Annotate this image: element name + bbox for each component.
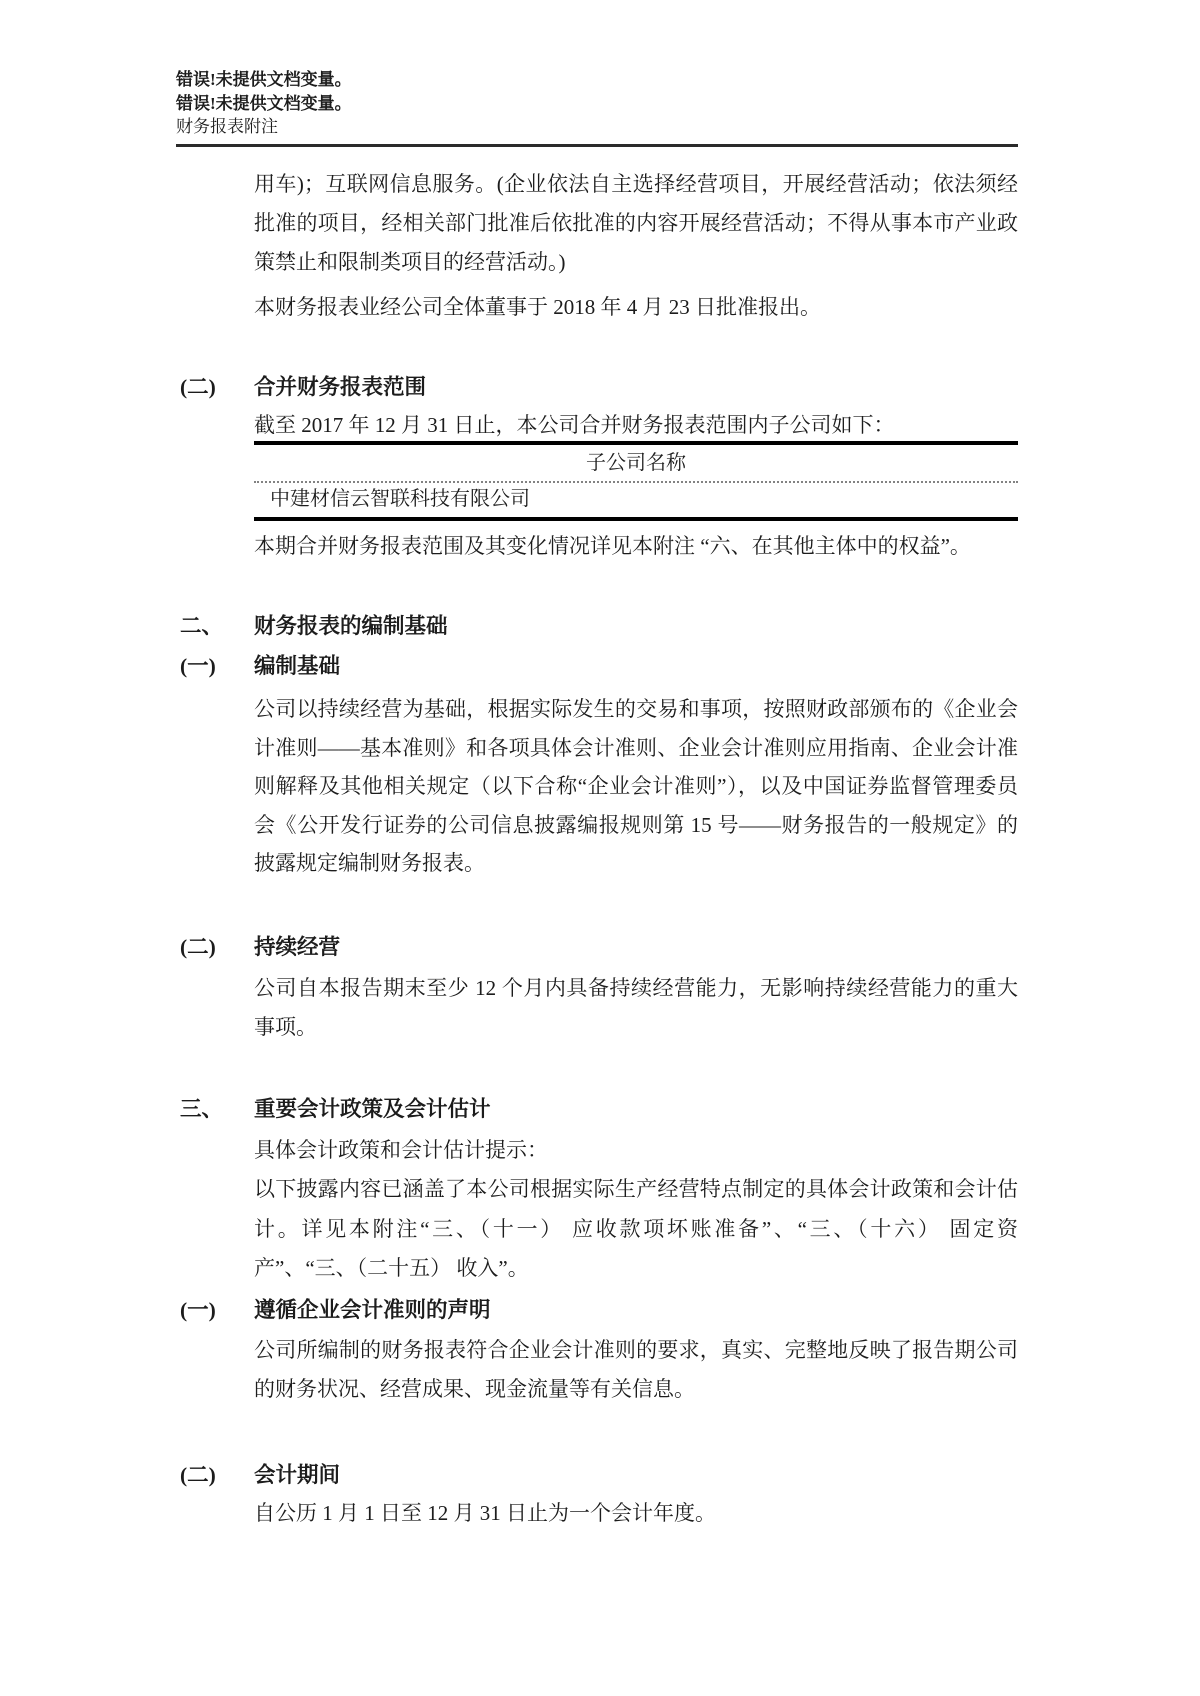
subsection-label: (一) bbox=[180, 1298, 216, 1322]
subsection-going-concern bbox=[180, 928, 1018, 967]
header-subtitle: 财务报表附注 bbox=[176, 117, 278, 136]
compliance-paragraph: 公司所编制的财务报表符合企业会计准则的要求，真实、完整地反映了报告期公司的财务状况、经营成果、现金流量等有关信息。 bbox=[254, 1338, 1018, 1401]
section-label: 二、 bbox=[180, 614, 224, 638]
section-consolidation-scope bbox=[180, 368, 1018, 407]
section-title: 重要会计政策及会计估计 bbox=[254, 1097, 491, 1121]
subsection-label: (二) bbox=[180, 1463, 216, 1487]
section-title: 财务报表的编制基础 bbox=[254, 614, 448, 638]
table-header-subsidiary-name: 子公司名称 bbox=[254, 441, 1018, 483]
section-label: 三、 bbox=[180, 1097, 224, 1121]
policies-hint-paragraph: 具体会计政策和会计估计提示： bbox=[254, 1138, 548, 1162]
scope-intro-paragraph: 截至 2017 年 12 月 31 日止，本公司合并财务报表范围内子公司如下： bbox=[254, 413, 895, 437]
subsection-title: 持续经营 bbox=[254, 935, 341, 959]
subsection-label: (一) bbox=[180, 654, 216, 678]
scope-note-paragraph: 本期合并财务报表范围及其变化情况详见本附注 “六、在其他主体中的权益”。 bbox=[254, 534, 971, 558]
header-error-line-2: 错误!未提供文档变量。 bbox=[176, 93, 352, 113]
subsection-title: 遵循企业会计准则的声明 bbox=[254, 1298, 491, 1322]
going-concern-paragraph: 公司自本报告期末至少 12 个月内具备持续经营能力，无影响持续经营能力的重大事项。 bbox=[254, 976, 1018, 1039]
section-accounting-policies bbox=[180, 1090, 1018, 1129]
subsidiaries-table bbox=[254, 441, 1018, 521]
subsection-title: 会计期间 bbox=[254, 1463, 341, 1487]
subsection-compliance-statement bbox=[180, 1291, 1018, 1330]
table-row: 中建材信云智联科技有限公司 bbox=[254, 483, 1018, 521]
subsection-accounting-period bbox=[180, 1456, 1018, 1495]
approval-paragraph: 本财务报表业经公司全体董事于 2018 年 4 月 23 日批准报出。 bbox=[254, 295, 821, 319]
subsection-basis bbox=[180, 647, 1018, 686]
page-header bbox=[176, 68, 1016, 139]
section-preparation-basis bbox=[180, 607, 1018, 646]
accounting-period-paragraph: 自公历 1 月 1 日至 12 月 31 日止为一个会计年度。 bbox=[254, 1501, 716, 1525]
policies-body-paragraph: 以下披露内容已涵盖了本公司根据实际生产经营特点制定的具体会计政策和会计估计。详见本附注“三、（十一） 应收款项坏账准备”、“三、（十六） 固定资产”、“三、（二十五） 收入”。 bbox=[254, 1177, 1018, 1280]
business-scope-paragraph: 用车)；互联网信息服务。(企业依法自主选择经营项目，开展经营活动；依法须经批准的项目，经相关部门批准后依批准的内容开展经营活动；不得从事本市产业政策禁止和限制类项目的经营活动。) bbox=[254, 172, 1018, 274]
section-label: (二) bbox=[180, 375, 216, 399]
basis-body-paragraph: 公司以持续经营为基础，根据实际发生的交易和事项，按照财政部颁布的《企业会计准则——基本准则》和各项具体会计准则、企业会计准则应用指南、企业会计准则解释及其他相关规定（以下合称“企业会计准则”），以及中国证券监督管理委员会《公开发行证券的公司信息披露编报规则第 15 号——财务报告的一般规定》的披露规定编制财务报表。 bbox=[254, 697, 1018, 875]
subsection-title: 编制基础 bbox=[254, 654, 341, 678]
section-title: 合并财务报表范围 bbox=[254, 375, 427, 399]
subsection-label: (二) bbox=[180, 935, 216, 959]
header-rule bbox=[176, 144, 1018, 147]
header-error-line-1: 错误!未提供文档变量。 bbox=[176, 70, 352, 89]
